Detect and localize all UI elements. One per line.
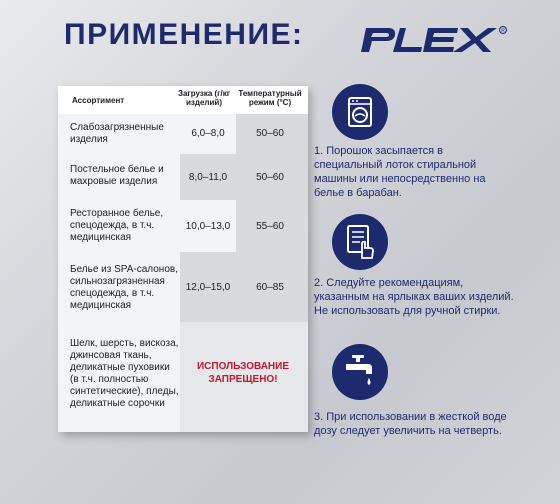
column-header-load: Загрузка (г/кг изделий) xyxy=(177,89,231,107)
table-row xyxy=(58,114,308,154)
step-2 xyxy=(314,214,514,334)
row-item: Шелк, шерсть, вискоза, джинсовая ткань, деликатные пуховики (в т.ч. полностью синтетические), пледы, деликатные сорочки xyxy=(70,338,179,409)
row-temp: 55–60 xyxy=(256,221,284,232)
column-header-temperature: Температурный режим (°С) xyxy=(238,89,302,107)
usage-table xyxy=(58,86,308,432)
column-header-assortment: Ассортимент xyxy=(72,96,125,105)
table-row xyxy=(58,154,308,200)
row-load: 8,0–11,0 xyxy=(188,172,228,183)
row-item: Белье из SPA-салонов, сильнозагрязненная спецодежда, в т.ч. медицинская xyxy=(70,264,178,311)
step-3 xyxy=(314,344,514,464)
table-row xyxy=(58,200,308,252)
step-text: 1. Порошок засыпается в специальный лоток стиральной машины или непосредственно на белье в барабан. xyxy=(314,145,486,199)
forbidden-notice: ИСПОЛЬЗОВАНИЕ ЗАПРЕЩЕНО! xyxy=(196,361,290,385)
table-header xyxy=(58,86,308,114)
row-temp: 50–60 xyxy=(256,172,284,183)
row-load: 10,0–13,0 xyxy=(185,221,231,232)
page-title: ПРИМЕНЕНИЕ: xyxy=(64,18,304,51)
label-hand-icon xyxy=(332,214,388,270)
row-item: Слабозагрязненные изделия xyxy=(70,122,164,145)
row-temp: 60–85 xyxy=(256,282,284,293)
svg-text:R: R xyxy=(501,28,505,34)
table-row xyxy=(58,322,308,432)
table-row xyxy=(58,252,308,322)
water-tap-icon xyxy=(332,344,388,400)
row-temp: 50–60 xyxy=(256,128,284,139)
brand-logo xyxy=(358,24,508,56)
step-1 xyxy=(314,84,514,204)
row-load: 6,0–8,0 xyxy=(191,128,225,139)
step-text: 2. Следуйте рекомендациям, указанным на ярлыках ваших изделий. Не использовать для ручной стирки. xyxy=(314,277,514,317)
row-item: Ресторанное белье, спецодежда, в т.ч. медицинская xyxy=(70,208,164,243)
row-item: Постельное белье и махровые изделия xyxy=(70,164,164,187)
row-load: 12,0–15,0 xyxy=(185,282,231,293)
washing-machine-icon xyxy=(332,84,388,140)
step-text: 3. При использовании в жесткой воде дозу следует увеличить на четверть. xyxy=(314,411,507,437)
